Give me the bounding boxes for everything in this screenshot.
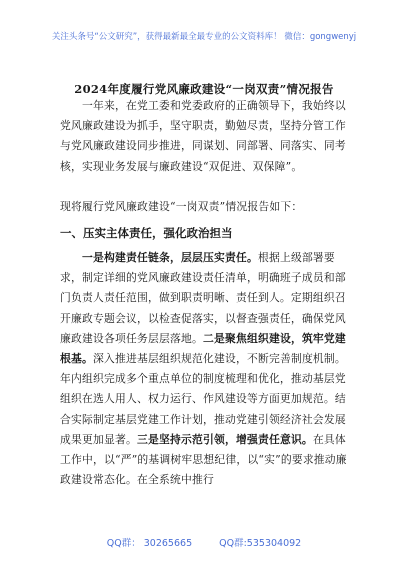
intro-tail-text: 现将履行党风廉政建设“一岗双责”情况报告如下：: [60, 200, 303, 213]
footer: [0, 535, 408, 549]
body-paragraph: [60, 248, 350, 490]
footer-qq-group-1: QQ群： 30265665: [106, 538, 193, 549]
intro-paragraph: [60, 96, 350, 177]
lead-point-1: 一是构建责任链条，层层压实责任。: [82, 251, 258, 264]
lead-point-2: 二是聚焦组织建设，筑牢党建根基。: [60, 331, 346, 366]
intro-text: 一年来，在党工委和党委政府的正确领导下，我始终以党风廉政建设为抓手，坚守职责，勤勉尽责，坚持分管工作与党风廉政建设同步推进，同谋划、同部署、同落实、同考核，实现业务发展与廉政建设“双促进、双保障”。: [60, 99, 346, 173]
intro-tail-paragraph: [60, 197, 350, 217]
point-3-text: 在具体工作中，以“严”的基调树牢思想纪律，以“实”的要求推动廉政建设常态化。在全系统中推行: [60, 432, 347, 487]
lead-point-3: 三是坚持示范引领，增强责任意识。: [136, 432, 313, 446]
point-2-text: 深入推进基层组织规范化建设，不断完善制度机制。年内组织完成多个重点单位的制度梳理和优化，推动基层党组织在选人用人、权力运行、作风建设等方面更加规范。结合实际制定基层党建工作计划，推动党建引领经济社会发展成果更加显著。: [60, 352, 346, 446]
header-banner: 关注头条号“公文研究”，获得最新最全最专业的公文资料库！ 微信：gongwenyj: [51, 32, 357, 42]
section-heading: 一、压实主体责任，强化政治担当: [60, 226, 233, 240]
point-1-text: 根据上级部署要求，制定详细的党风廉政建设责任清单，明确班子成员和部门负责人责任范围，做到职责明晰、责任到人。定期组织召开廉政专题会议，以检查促落实，以督查强责任，确保党风廉政建设各项任务层层落地。: [60, 251, 346, 345]
footer-qq-group-2: QQ群:535304092: [219, 538, 302, 549]
document-title: 2024年度履行党风廉政建设“一岗双责”情况报告: [74, 82, 334, 96]
